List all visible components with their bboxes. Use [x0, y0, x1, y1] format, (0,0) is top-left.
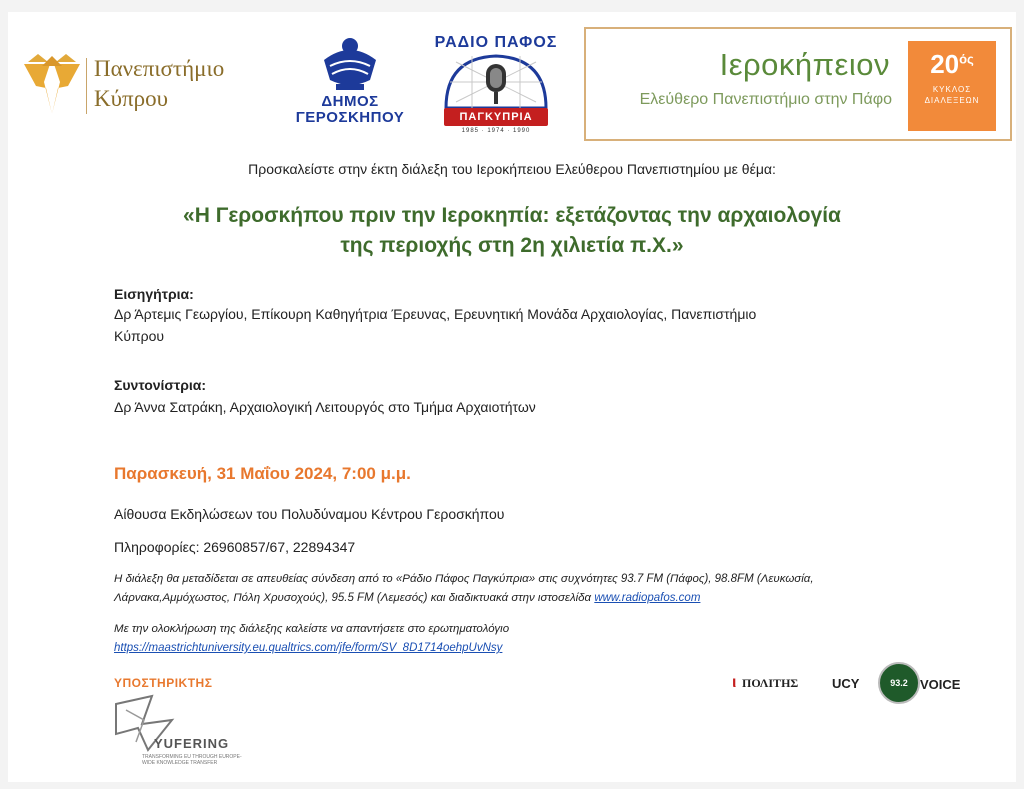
broadcast-note [114, 570, 934, 608]
badge-suffix: ός [959, 51, 974, 67]
badge-line2: ΔΙΑΛΕΞΕΩΝ [924, 96, 980, 105]
ierokipeion-subtitle: Ελεύθερο Πανεπιστήμιο στην Πάφο [639, 91, 892, 108]
moderator-details: Δρ Άννα Σατράκη, Αρχαιολογική Λειτουργός στο Τμήμα Αρχαιοτήτων [114, 399, 536, 415]
media-sponsors [732, 660, 962, 708]
yufering-name: YUFERING [154, 736, 230, 751]
radio-banner: ΠΑΓΚΥΠΡΙΑ [444, 108, 548, 126]
survey-note [114, 620, 934, 658]
intro-text: Προσκαλείστε στην έκτη διάλεξη του Ιεροκήπειου Ελεύθερου Πανεπιστημίου με θέμα: [248, 161, 776, 177]
ucy-media-logo: UCY [832, 676, 860, 691]
dimos-geroskipou-logo [290, 36, 410, 140]
radio-name: ΡΑΔΙΟ ΠΑΦΟΣ [434, 34, 558, 51]
speaker-label: Εισηγήτρια: [114, 286, 194, 302]
speaker-line2: Κύπρου [114, 328, 165, 344]
badge-label [908, 84, 996, 106]
ucy-divider [86, 58, 87, 114]
politis-logo: ΠΟΛΙΤΗΣ [742, 676, 799, 690]
radiopafos-link[interactable]: www.radiopafos.com [594, 592, 701, 604]
cycle-badge [908, 41, 996, 131]
ucy-name [94, 54, 224, 114]
speaker-line1: Δρ Άρτεμις Γεωργίου, Επίκουρη Καθηγήτρια Έρευνας, Ερευνητική Μονάδα Αρχαιολογίας, Πανεπιστήμιο [114, 306, 757, 322]
radio-years: 1985 · 1974 · 1990 [461, 128, 531, 134]
voice-circle-icon: 93.2 [878, 662, 920, 704]
ucy-name-line1: Πανεπιστήμιο [94, 56, 225, 81]
politis-mark-icon: ι [732, 674, 737, 691]
supporter-title: ΥΠΟΣΤΗΡΙΚΤΗΣ [114, 676, 213, 690]
badge-line1: ΚΥΚΛΟΣ [932, 85, 972, 94]
dimos-name-line1: ΔΗΜΟΣ [321, 93, 379, 110]
dimos-name-line2: ΓΕΡΟΣΚΗΠΟΥ [295, 109, 405, 126]
moderator-label: Συντονίστρια: [114, 377, 207, 393]
ierokipeion-title: Ιεροκήπειον [719, 47, 890, 82]
contact-info: Πληροφορίες: 26960857/67, 22894347 [114, 539, 356, 555]
ucy-name-line2: Κύπρου [94, 86, 168, 111]
lecture-title [100, 201, 924, 261]
radio-pafos-logo [432, 34, 560, 142]
yufering-logo [112, 694, 252, 774]
venue: Αίθουσα Εκδηλώσεων του Πολυδύναμου Κέντρου Γεροσκήπου [114, 506, 505, 522]
yufering-tagline: TRANSFORMING EU THROUGH EUROPE-WIDE KNOWLEDGE TRANSFER [142, 754, 242, 766]
lecture-title-line1: «Η Γεροσκήπου πριν την Ιεροκηπία: εξετάζοντας την αρχαιολογία [183, 204, 841, 227]
survey-line1: Με την ολοκλήρωση της διάλεξης καλείστε να απαντήσετε στο ερωτηματολόγιο [114, 623, 510, 635]
microphone-icon [432, 52, 560, 112]
broadcast-line2-text: Λάρνακα,Αμμόχωστος, Πόλη Χρυσοχούς), 95.5 FM (Λεμεσός) και διαδικτυακά στην ιστοσελίδα [114, 592, 595, 604]
badge-number [908, 49, 996, 80]
broadcast-line2 [114, 589, 934, 608]
ucy-emblem-icon [22, 52, 82, 116]
event-date: Παρασκευή, 31 Μαΐου 2024, 7:00 μ.μ. [114, 464, 411, 483]
ierokipeion-box [584, 27, 1012, 141]
lecture-title-line2: της περιοχής στη 2η χιλιετία π.Χ.» [340, 234, 684, 257]
survey-link[interactable]: https://maastrichtuniversity.eu.qualtrics.com/jfe/form/SV_8D1714oehpUvNsy [114, 642, 503, 654]
municipality-emblem-icon [290, 36, 410, 94]
voice-logo: VOICE [920, 677, 961, 692]
badge-number-value: 20 [930, 49, 960, 79]
broadcast-line1: Η διάλεξη θα μεταδίδεται σε απευθείας σύνδεση από το «Ράδιο Πάφος Παγκύπρια» στις συχνότητες 93.7 FM (Πάφος), 98.8FM (Λευκωσία, [114, 573, 814, 585]
dimos-name [290, 94, 410, 126]
ucy-logo [22, 52, 282, 118]
speaker-details [114, 303, 954, 347]
